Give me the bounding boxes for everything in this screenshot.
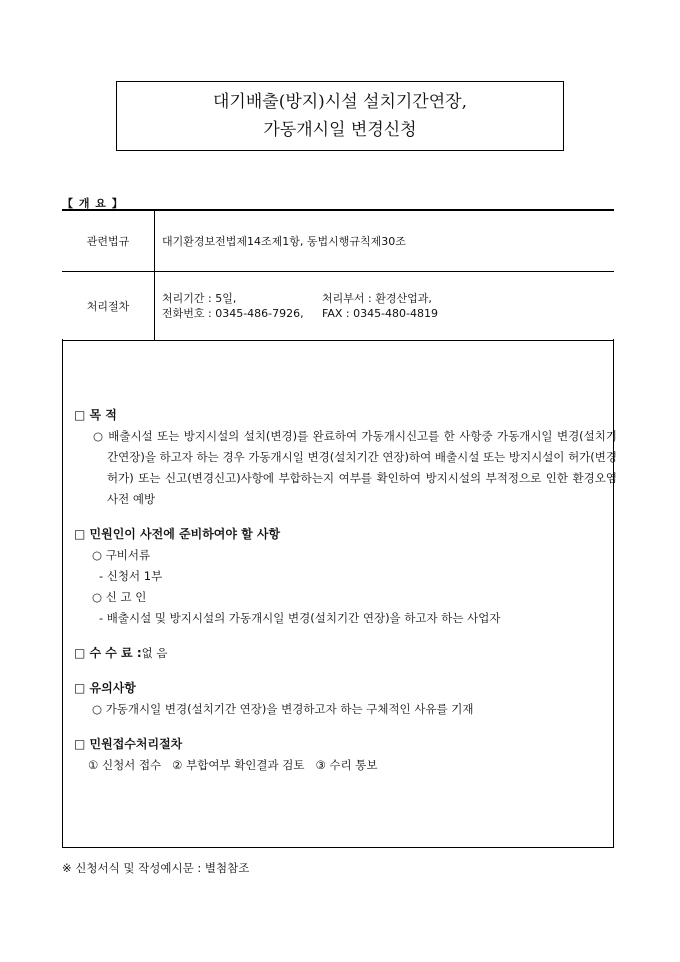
procedure-steps: ① 신청서 접수 ② 부합여부 확인결과 검토 ③ 수리 통보 xyxy=(88,758,378,772)
purpose-text: ○ 배출시설 또는 방지시설의 설치(변경)를 완료하여 가동개시신고를 한 사항중 가동개시일 변경(설치기간연장)을 하고자 하는 경우 가동개시일 변경(설치기간 연장)하여 배출시설 또는 방지시설이 허가(변경허가) 또는 신고(변경신고)사항에 부합하는지 여부를 확인하여 방지시설의 부적정으로 인한 환경오염 사전 예방 xyxy=(93,429,617,506)
document-title-line2: 가동개시일 변경신청 xyxy=(263,120,417,140)
prep-applicant-item: - 배출시설 및 방지시설의 가동개시일 변경(설치기간 연장)을 하고자 하는 사업자 xyxy=(99,611,501,625)
process-phone: 전화번호 : 0345-486-7926, xyxy=(162,307,304,320)
prep-heading: □ 민원인이 사전에 준비하여야 할 사항 xyxy=(74,527,281,541)
process-period: 처리기간 : 5일, xyxy=(162,292,237,305)
document-title-box xyxy=(116,81,564,151)
fee-heading: □ 수 수 료 : xyxy=(74,646,142,660)
overview-tag: 【 개 요 】 xyxy=(62,197,124,210)
fee-value: 없 음 xyxy=(141,646,168,660)
prep-applicant: ○ 신 고 인 xyxy=(92,590,147,604)
footer-note: ※ 신청서식 및 작성예시문 : 별첨참조 xyxy=(62,861,250,875)
document-title-line1: 대기배출(방지)시설 설치기간연장, xyxy=(213,92,467,112)
table-row xyxy=(62,210,614,272)
process-fax: FAX : 0345-480-4819 xyxy=(322,307,438,320)
process-label: 처리절차 xyxy=(62,272,155,341)
process-dept: 처리부서 : 환경산업과, xyxy=(322,292,432,305)
prep-docs-item: - 신청서 1부 xyxy=(99,569,163,583)
notes-item: ○ 가동개시일 변경(설치기간 연장)을 변경하고자 하는 구체적인 사유를 기재 xyxy=(92,702,474,716)
process-value xyxy=(155,272,615,341)
content-body xyxy=(74,405,617,776)
law-value: 대기환경보전법제14조제1항, 동법시행규칙제30조 xyxy=(155,210,615,272)
prep-docs: ○ 구비서류 xyxy=(92,548,151,562)
law-label: 관련법규 xyxy=(62,210,155,272)
notes-heading: □ 유의사항 xyxy=(74,681,136,695)
procedure-heading: □ 민원접수처리절차 xyxy=(74,737,183,751)
table-row xyxy=(62,272,614,341)
purpose-heading: □ 목 적 xyxy=(74,408,117,422)
overview-table xyxy=(62,209,614,341)
